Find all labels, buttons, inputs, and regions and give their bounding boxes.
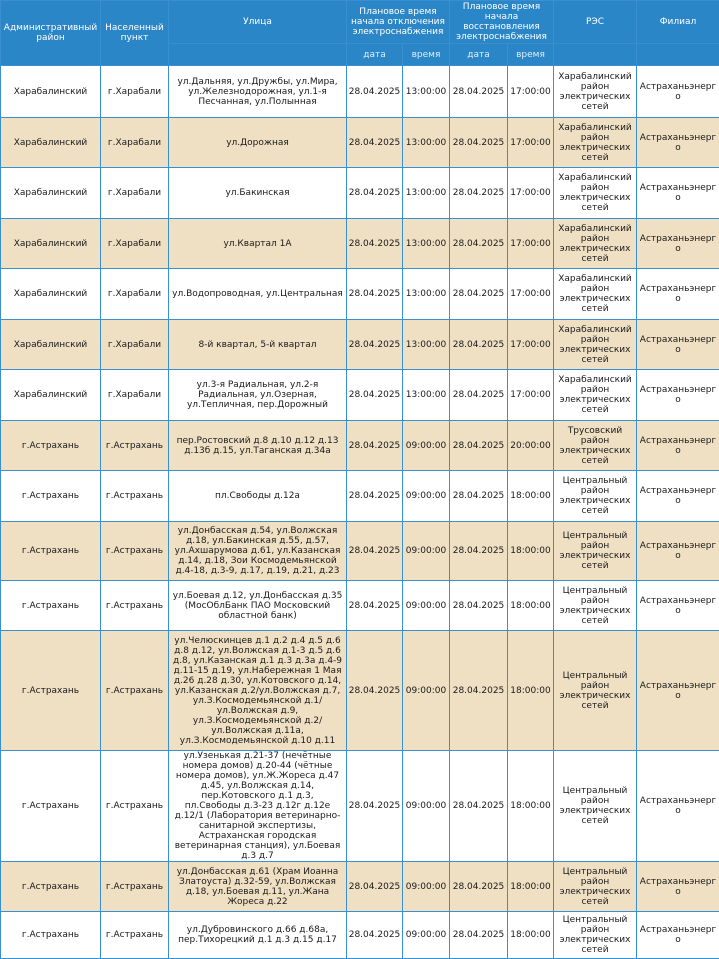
cell-off-date: 28.04.2025 (347, 912, 403, 959)
cell-street: ул.Бакинская (169, 168, 347, 219)
cell-res: Харабалинский район электрических сетей (554, 168, 637, 219)
cell-res: Центральный район электрических сетей (554, 912, 637, 959)
cell-off-date: 28.04.2025 (347, 269, 403, 320)
cell-locality: г.Харабали (101, 118, 169, 168)
cell-on-date: 28.04.2025 (450, 370, 508, 421)
table-row (1, 471, 719, 522)
cell-district: Харабалинский (1, 219, 101, 269)
cell-district: Харабалинский (1, 320, 101, 370)
cell-off-time: 13:00:00 (403, 168, 450, 219)
cell-off-time: 13:00:00 (403, 320, 450, 370)
cell-res: Центральный район электрических сетей (554, 862, 637, 912)
cell-locality: г.Астрахань (101, 751, 169, 862)
cell-on-date: 28.04.2025 (450, 219, 508, 269)
cell-on-date: 28.04.2025 (450, 862, 508, 912)
cell-off-date: 28.04.2025 (347, 471, 403, 522)
cell-branch: Астраханьэнерго (637, 912, 719, 959)
cell-off-date: 28.04.2025 (347, 421, 403, 471)
table-row (1, 912, 719, 959)
cell-street: ул.Дальняя, ул.Дружбы, ул.Мира, ул.Железнодорожная, ул.1-я Песчанная, ул.Полынная (169, 66, 347, 118)
header-res: РЭС (554, 1, 637, 44)
cell-res: Харабалинский район электрических сетей (554, 320, 637, 370)
cell-off-date: 28.04.2025 (347, 751, 403, 862)
cell-street: ул.Донбасская д.54, ул.Волжская д.18, ул.Бакинская д.55, д.57, ул.Ахшарумова д.61, ул.Казанская д.14, д.18, Зои Космодемьянской д.4-18, д.3-9, д.17, д.19, д.21, д.23 (169, 522, 347, 581)
cell-district: Харабалинский (1, 118, 101, 168)
header-off-date: дата (347, 44, 403, 66)
cell-on-time: 17:00:00 (508, 269, 554, 320)
cell-locality: г.Астрахань (101, 581, 169, 631)
cell-res: Центральный район электрических сетей (554, 522, 637, 581)
cell-off-date: 28.04.2025 (347, 370, 403, 421)
table-row (1, 168, 719, 219)
header-on-date: дата (450, 44, 508, 66)
cell-res: Трусовский район электрических сетей (554, 421, 637, 471)
table-row (1, 118, 719, 168)
cell-on-time: 17:00:00 (508, 168, 554, 219)
cell-on-time: 18:00:00 (508, 751, 554, 862)
cell-on-time: 18:00:00 (508, 862, 554, 912)
cell-on-time: 17:00:00 (508, 320, 554, 370)
cell-branch: Астраханьэнерго (637, 862, 719, 912)
header-district: Административный район (1, 1, 101, 66)
cell-street: пер.Ростовский д.8 д.10 д.12 д.13 д.13б д.15, ул.Таганская д.34а (169, 421, 347, 471)
cell-on-date: 28.04.2025 (450, 66, 508, 118)
cell-on-date: 28.04.2025 (450, 471, 508, 522)
cell-district: г.Астрахань (1, 421, 101, 471)
cell-off-time: 09:00:00 (403, 421, 450, 471)
cell-on-time: 20:00:00 (508, 421, 554, 471)
cell-street: пл.Свободы д.12а (169, 471, 347, 522)
table-row (1, 219, 719, 269)
cell-locality: г.Харабали (101, 66, 169, 118)
cell-street: 8-й квартал, 5-й квартал (169, 320, 347, 370)
cell-on-date: 28.04.2025 (450, 912, 508, 959)
cell-on-time: 18:00:00 (508, 631, 554, 751)
cell-res: Центральный район электрических сетей (554, 581, 637, 631)
cell-off-date: 28.04.2025 (347, 118, 403, 168)
cell-off-time: 09:00:00 (403, 631, 450, 751)
cell-branch: Астраханьэнерго (637, 66, 719, 118)
cell-res: Центральный район электрических сетей (554, 751, 637, 862)
cell-on-date: 28.04.2025 (450, 522, 508, 581)
cell-res: Харабалинский район электрических сетей (554, 219, 637, 269)
cell-off-time: 13:00:00 (403, 219, 450, 269)
cell-off-time: 09:00:00 (403, 751, 450, 862)
cell-branch: Астраханьэнерго (637, 631, 719, 751)
cell-on-time: 18:00:00 (508, 912, 554, 959)
cell-locality: г.Астрахань (101, 421, 169, 471)
cell-off-time: 13:00:00 (403, 269, 450, 320)
cell-res: Центральный район электрических сетей (554, 631, 637, 751)
cell-district: г.Астрахань (1, 522, 101, 581)
cell-on-date: 28.04.2025 (450, 269, 508, 320)
cell-street: ул.Водопроводная, ул.Центральная (169, 269, 347, 320)
header-on-time: время (508, 44, 554, 66)
cell-locality: г.Астрахань (101, 631, 169, 751)
table-row (1, 66, 719, 118)
cell-district: г.Астрахань (1, 581, 101, 631)
cell-street: ул.Донбасская д.61 (Храм Иоанна Златоуста) д.32-59, ул.Волжская д.18, ул.Боевая д.11, ул.Жана Жореса д.22 (169, 862, 347, 912)
header-branch-sub (637, 44, 719, 66)
cell-street: ул.Квартал 1А (169, 219, 347, 269)
cell-off-date: 28.04.2025 (347, 581, 403, 631)
header-locality: Населенный пункт (101, 1, 169, 66)
cell-locality: г.Харабали (101, 370, 169, 421)
cell-off-time: 13:00:00 (403, 370, 450, 421)
table-row (1, 522, 719, 581)
cell-on-time: 18:00:00 (508, 581, 554, 631)
header-off-time: время (403, 44, 450, 66)
cell-on-date: 28.04.2025 (450, 320, 508, 370)
cell-branch: Астраханьэнерго (637, 168, 719, 219)
table-row (1, 269, 719, 320)
cell-street: ул.Дубровинского д.66 д.68а, пер.Тихорецкий д.1 д.3 д.15 д.17 (169, 912, 347, 959)
table-row (1, 421, 719, 471)
cell-res: Харабалинский район электрических сетей (554, 269, 637, 320)
cell-district: г.Астрахань (1, 912, 101, 959)
header-restore: Плановое время начала восстановления электроснабжения (450, 1, 554, 44)
table-row (1, 751, 719, 862)
cell-on-time: 17:00:00 (508, 66, 554, 118)
cell-branch: Астраханьэнерго (637, 320, 719, 370)
cell-on-date: 28.04.2025 (450, 421, 508, 471)
table-row (1, 581, 719, 631)
cell-street: ул.Челюскинцев д.1 д.2 д.4 д.5 д.6 д.8 д.12, ул.Волжская д.1-3 д.5 д.6 д.8, ул.Казанская д.1 д.3 д.3а д.4-9 д.11-15 д.19, ул.Набережная 1 Мая д.26 д.28 д.30, ул.Котовского д.14, ул.Казанская д.2/ул.Волжская д.7, ул.З.Космодемьянской д.1/ ул.Волжская д.9, ул.З.Космодемьянской д.2/ ул.Волжская д.11а, ул.З.Космодемьянской д.10 д.11 (169, 631, 347, 751)
cell-district: г.Астрахань (1, 631, 101, 751)
cell-branch: Астраханьэнерго (637, 269, 719, 320)
cell-district: Харабалинский (1, 370, 101, 421)
cell-off-date: 28.04.2025 (347, 66, 403, 118)
cell-district: г.Астрахань (1, 471, 101, 522)
cell-street: ул.3-я Радиальная, ул.2-я Радиальная, ул.Озерная, ул.Тепличная, пер.Дорожный (169, 370, 347, 421)
cell-on-time: 17:00:00 (508, 118, 554, 168)
cell-on-date: 28.04.2025 (450, 631, 508, 751)
header-street: Улица (169, 1, 347, 44)
cell-district: Харабалинский (1, 66, 101, 118)
cell-res: Харабалинский район электрических сетей (554, 370, 637, 421)
cell-district: г.Астрахань (1, 751, 101, 862)
cell-district: Харабалинский (1, 269, 101, 320)
cell-branch: Астраханьэнерго (637, 118, 719, 168)
cell-on-time: 18:00:00 (508, 522, 554, 581)
table-row (1, 631, 719, 751)
cell-off-time: 09:00:00 (403, 471, 450, 522)
cell-off-time: 13:00:00 (403, 66, 450, 118)
cell-off-time: 09:00:00 (403, 862, 450, 912)
cell-district: Харабалинский (1, 168, 101, 219)
cell-locality: г.Харабали (101, 320, 169, 370)
cell-on-date: 28.04.2025 (450, 751, 508, 862)
cell-off-date: 28.04.2025 (347, 522, 403, 581)
cell-off-date: 28.04.2025 (347, 631, 403, 751)
cell-branch: Астраханьэнерго (637, 370, 719, 421)
cell-locality: г.Астрахань (101, 471, 169, 522)
cell-street: ул.Узенькая д.21-37 (нечётные номера домов) д.20-44 (чётные номера домов), ул.Ж.Жореса д.47 д.45, ул.Волжская д.14, пер.Котовского д.1 д.3, пл.Свободы д.3-23 д.12г д.12е д.12/1 (Лаборатория ветеринарно-санитарной экспертизы, Астраханская городская ветеринарная станция), ул.Боевая д.3 д.7 (169, 751, 347, 862)
cell-off-time: 13:00:00 (403, 118, 450, 168)
cell-street: ул.Боевая д.12, ул.Донбасская д.35 (МосОблБанк ПАО Московский областной банк) (169, 581, 347, 631)
cell-branch: Астраханьэнерго (637, 581, 719, 631)
cell-on-time: 17:00:00 (508, 219, 554, 269)
cell-branch: Астраханьэнерго (637, 471, 719, 522)
cell-locality: г.Астрахань (101, 912, 169, 959)
cell-locality: г.Харабали (101, 269, 169, 320)
cell-on-date: 28.04.2025 (450, 168, 508, 219)
table-row (1, 320, 719, 370)
header-res-sub (554, 44, 637, 66)
cell-off-time: 09:00:00 (403, 522, 450, 581)
cell-res: Харабалинский район электрических сетей (554, 118, 637, 168)
cell-locality: г.Астрахань (101, 862, 169, 912)
header-street-sub (169, 44, 347, 66)
cell-locality: г.Астрахань (101, 522, 169, 581)
cell-res: Харабалинский район электрических сетей (554, 66, 637, 118)
cell-res: Центральный район электрических сетей (554, 471, 637, 522)
cell-district: г.Астрахань (1, 862, 101, 912)
cell-branch: Астраханьэнерго (637, 751, 719, 862)
cell-on-time: 17:00:00 (508, 370, 554, 421)
cell-locality: г.Харабали (101, 219, 169, 269)
cell-on-date: 28.04.2025 (450, 118, 508, 168)
header-branch: Филиал (637, 1, 719, 44)
cell-off-date: 28.04.2025 (347, 219, 403, 269)
cell-locality: г.Харабали (101, 168, 169, 219)
cell-branch: Астраханьэнерго (637, 421, 719, 471)
header-off-start: Плановое время начала отключения электроснабжения (347, 1, 450, 44)
cell-branch: Астраханьэнерго (637, 219, 719, 269)
cell-off-date: 28.04.2025 (347, 168, 403, 219)
table-row (1, 862, 719, 912)
cell-branch: Астраханьэнерго (637, 522, 719, 581)
cell-off-date: 28.04.2025 (347, 320, 403, 370)
table-row (1, 370, 719, 421)
cell-off-time: 09:00:00 (403, 912, 450, 959)
cell-street: ул.Дорожная (169, 118, 347, 168)
cell-off-date: 28.04.2025 (347, 862, 403, 912)
cell-off-time: 09:00:00 (403, 581, 450, 631)
cell-on-date: 28.04.2025 (450, 581, 508, 631)
cell-on-time: 18:00:00 (508, 471, 554, 522)
